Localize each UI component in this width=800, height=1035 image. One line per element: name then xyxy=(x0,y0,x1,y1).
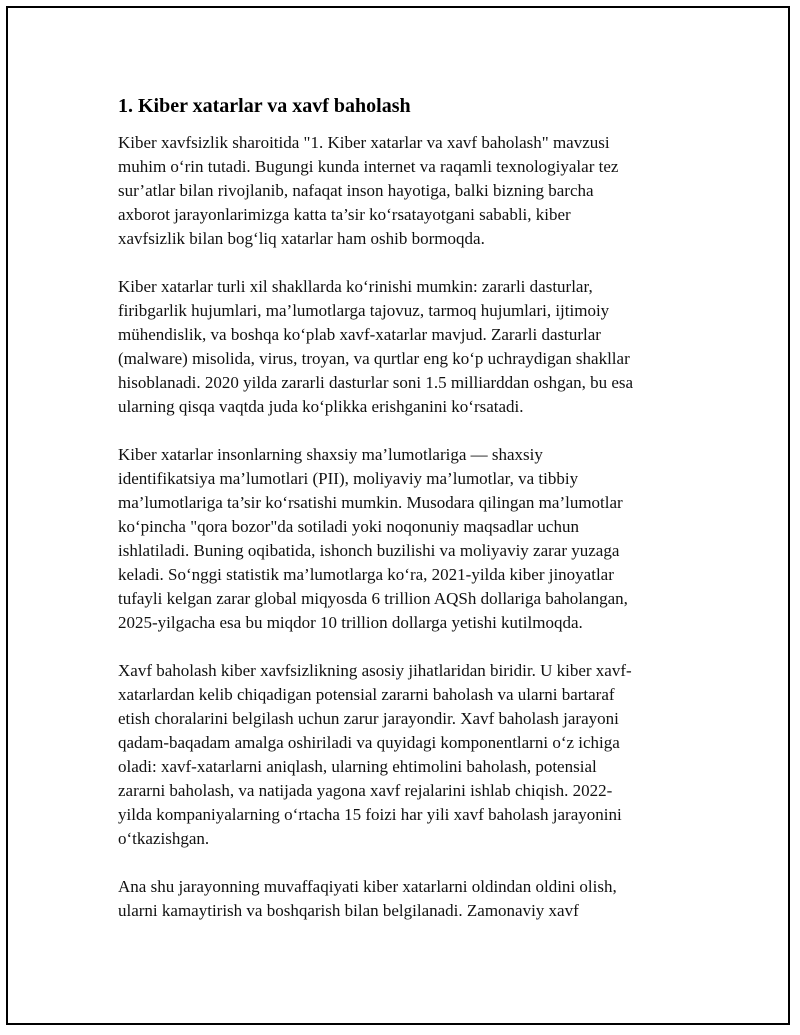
paragraph-line: tufayli kelgan zarar global miqyosda 6 trillion AQSh dollariga baholangan, xyxy=(118,589,628,608)
paragraph-line: keladi. So‘nggi statistik ma’lumotlarga ko‘ra, 2021-yilda kiber jinoyatlar xyxy=(118,565,614,584)
paragraph-line: sur’atlar bilan rivojlanib, nafaqat inson hayotiga, balki bizning barcha xyxy=(118,181,594,200)
paragraph-line: yilda kompaniyalarning o‘rtacha 15 foizi har yili xavf baholash jarayonini xyxy=(118,805,622,824)
paragraph-line: Kiber xatarlar turli xil shakllarda ko‘rinishi mumkin: zararli dasturlar, xyxy=(118,277,593,296)
paragraph-5 xyxy=(118,875,678,923)
paragraph-line: oladi: xavf-xatarlarni aniqlash, ularning ehtimolini baholash, potensial xyxy=(118,757,597,776)
paragraph-line: hisoblanadi. 2020 yilda zararli dasturlar soni 1.5 milliarddan oshgan, bu esa xyxy=(118,373,634,392)
paragraph-line: Kiber xavfsizlik sharoitida "1. Kiber xatarlar va xavf baholash" mavzusi xyxy=(118,133,610,152)
paragraph-line: ko‘pincha "qora bozor"da sotiladi yoki noqonuniy maqsadlar uchun xyxy=(118,517,579,536)
section-heading: 1. Kiber xatarlar va xavf baholash xyxy=(118,95,411,117)
paragraph-line: 2025-yilgacha esa bu miqdor 10 trillion dollarga yetishi kutilmoqda. xyxy=(118,613,583,632)
paragraph-line: qadam-baqadam amalga oshiriladi va quyidagi komponentlarni o‘z ichiga xyxy=(118,733,620,752)
paragraph-line: ishlatiladi. Buning oqibatida, ishonch buzilishi va moliyaviy zarar yuzaga xyxy=(118,541,620,560)
paragraph-line: mühendislik, va boshqa ko‘plab xavf-xatarlar mavjud. Zararli dasturlar xyxy=(118,325,601,344)
paragraph-3 xyxy=(118,443,678,635)
paragraph-line: axborot jarayonlarimizga katta ta’sir ko‘rsatayotgani sababli, kiber xyxy=(118,205,571,224)
paragraph-line: zararni baholash, va natijada yagona xavf rejalarini ishlab chiqish. 2022- xyxy=(118,781,613,800)
paragraph-line: ularni kamaytirish va boshqarish bilan belgilanadi. Zamonaviy xavf xyxy=(118,901,579,920)
paragraph-2 xyxy=(118,275,678,419)
paragraph-line: Kiber xatarlar insonlarning shaxsiy ma’lumotlariga — shaxsiy xyxy=(118,445,543,464)
paragraph-line: xatarlardan kelib chiqadigan potensial zararni baholash va ularni bartaraf xyxy=(118,685,615,704)
paragraph-line: ularning qisqa vaqtda juda ko‘plikka erishganini ko‘rsatadi. xyxy=(118,397,524,416)
paragraph-1 xyxy=(118,131,678,251)
paragraph-line: Ana shu jarayonning muvaffaqiyati kiber xatarlarni oldindan oldini olish, xyxy=(118,877,617,896)
paragraph-line: etish choralarini belgilash uchun zarur jarayondir. Xavf baholash jarayoni xyxy=(118,709,619,728)
document-body xyxy=(118,93,678,947)
paragraph-line: (malware) misolida, virus, troyan, va qurtlar eng ko‘p uchraydigan shakllar xyxy=(118,349,630,368)
paragraph-line: identifikatsiya ma’lumotlari (PII), moliyaviy ma’lumotlar, va tibbiy xyxy=(118,469,579,488)
paragraph-line: muhim o‘rin tutadi. Bugungi kunda internet va raqamli texnologiyalar tez xyxy=(118,157,619,176)
paragraph-4 xyxy=(118,659,678,851)
paragraph-line: o‘tkazishgan. xyxy=(118,829,210,848)
paragraph-line: Xavf baholash kiber xavfsizlikning asosiy jihatlaridan biridir. U kiber xavf- xyxy=(118,661,632,680)
paragraph-line: xavfsizlik bilan bog‘liq xatarlar ham oshib bormoqda. xyxy=(118,229,485,248)
paragraph-line: firibgarlik hujumlari, ma’lumotlarga tajovuz, tarmoq hujumlari, ijtimoiy xyxy=(118,301,610,320)
paragraph-line: ma’lumotlariga ta’sir ko‘rsatishi mumkin. Musodara qilingan ma’lumotlar xyxy=(118,493,623,512)
